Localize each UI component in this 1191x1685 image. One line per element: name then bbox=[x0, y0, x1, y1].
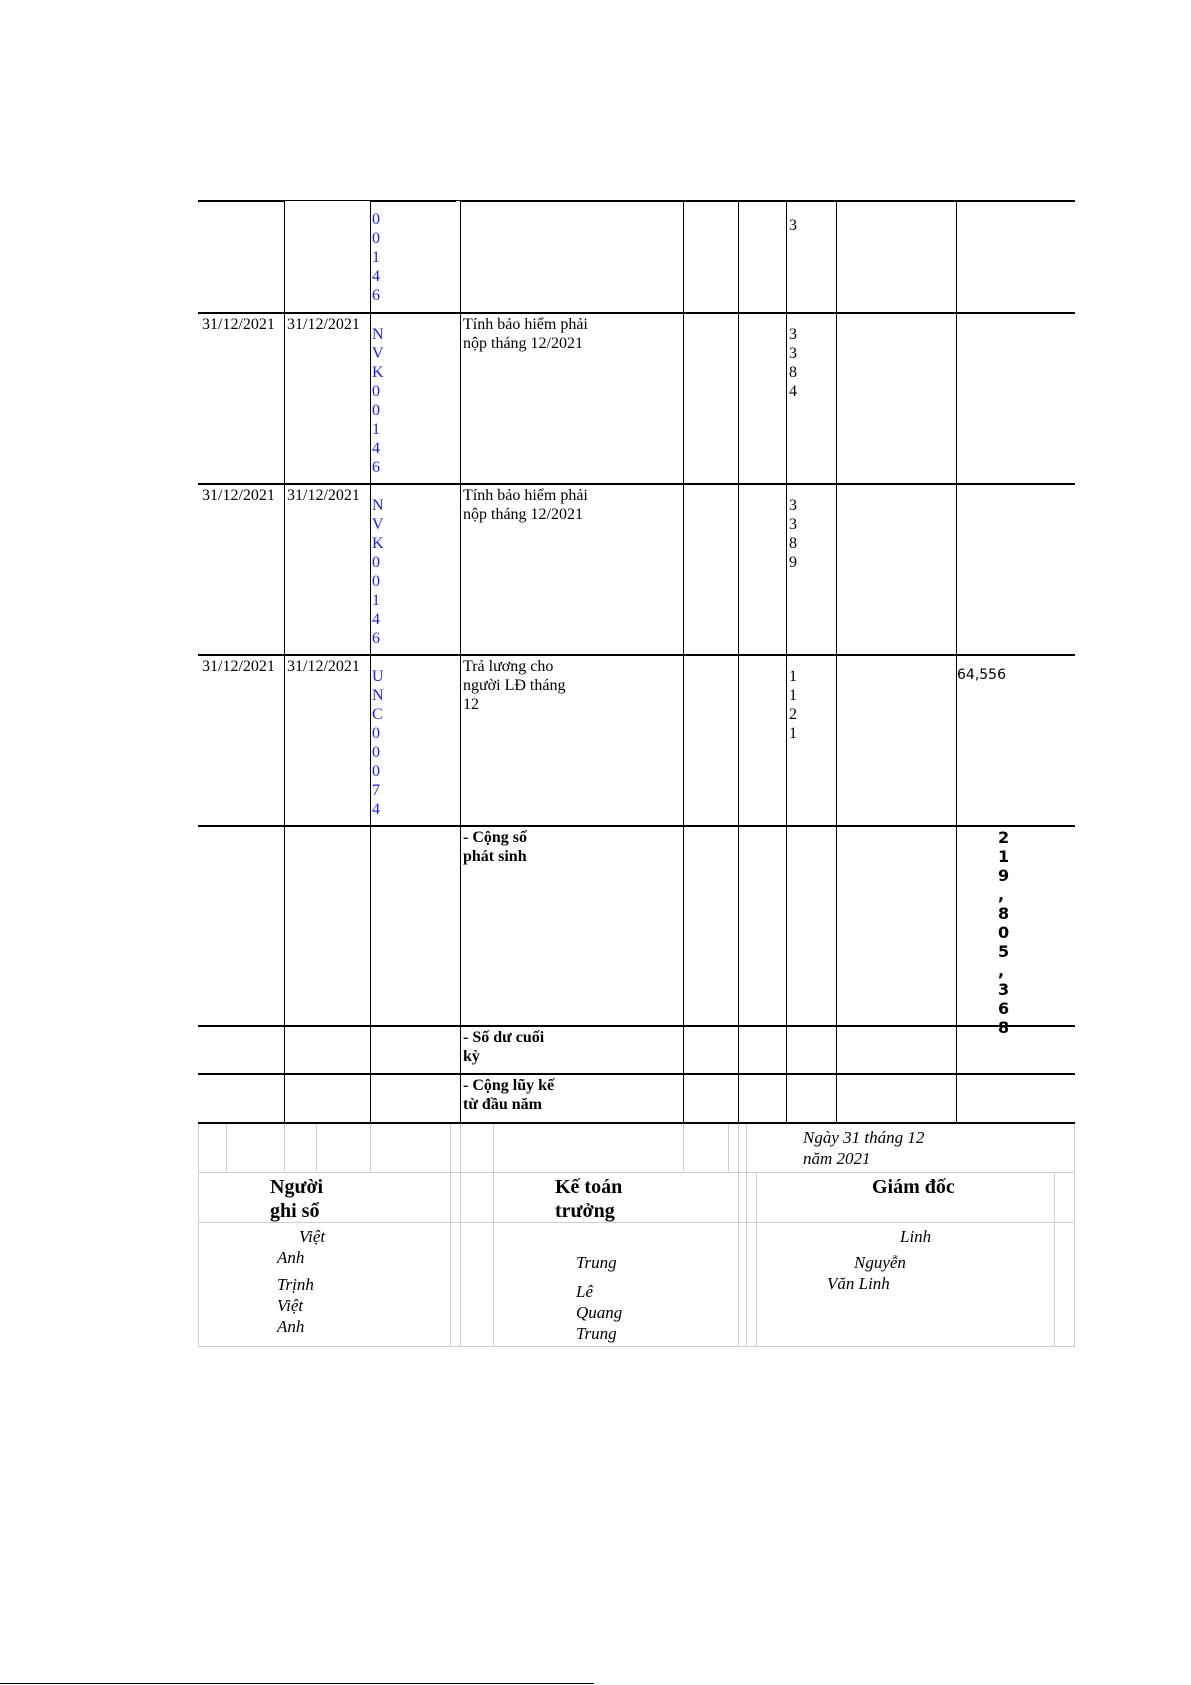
ending-balance-label: - Số dư cuối kỳ bbox=[463, 1029, 545, 1065]
director-name: Nguyễn bbox=[854, 1253, 906, 1272]
footer-rule bbox=[0, 1683, 594, 1684]
total-arising-label: - Cộng số phát sinh bbox=[463, 829, 528, 865]
recorder-signature: Việt bbox=[299, 1227, 326, 1246]
ledger-table bbox=[198, 200, 1075, 1347]
account-code-row-1: 3 3 8 4 bbox=[789, 326, 797, 400]
director-title: Giám đốc bbox=[872, 1176, 955, 1198]
credit-amount-row-3: 64,556 bbox=[957, 667, 1006, 683]
account-code-row-0: 3 bbox=[789, 217, 797, 234]
description-row-1: Tính bảo hiểm phải nộp tháng 12/2021 bbox=[463, 316, 588, 352]
director-name-2: Văn Linh bbox=[827, 1274, 890, 1293]
total-arising-credit: 2 1 9 , 8 0 5 , 3 6 8 bbox=[998, 828, 1010, 1037]
cumulative-label: - Cộng lũy kế từ đầu năm bbox=[463, 1077, 555, 1113]
recorder-title: Người ghi sổ bbox=[270, 1176, 324, 1222]
doc-number-row-1[interactable]: N V K 0 0 1 4 6 bbox=[372, 326, 384, 476]
chief-accountant-title: Kế toán trưởng bbox=[555, 1176, 623, 1222]
posting-date-row-1: 31/12/2021 bbox=[202, 316, 275, 333]
recorder-name: Trịnh Việt Anh bbox=[277, 1275, 314, 1336]
chief-accountant-name: Lê Quang Trung bbox=[576, 1282, 623, 1343]
director-signature: Linh bbox=[900, 1227, 932, 1246]
recorder-signature-2: Anh bbox=[277, 1248, 305, 1267]
doc-date-row-1: 31/12/2021 bbox=[287, 316, 360, 333]
doc-date-row-3: 31/12/2021 bbox=[287, 658, 360, 675]
account-code-row-2: 3 3 8 9 bbox=[789, 497, 797, 571]
description-row-3: Trả lương cho người LĐ tháng 12 bbox=[463, 658, 566, 713]
chief-accountant-signature: Trung bbox=[576, 1253, 617, 1272]
account-code-row-3: 1 1 2 1 bbox=[789, 668, 797, 742]
doc-number-row-0[interactable]: 0 0 1 4 6 bbox=[372, 211, 380, 304]
signing-date: Ngày 31 tháng 12 năm 2021 bbox=[803, 1128, 925, 1168]
posting-date-row-3: 31/12/2021 bbox=[202, 658, 275, 675]
posting-date-row-2: 31/12/2021 bbox=[202, 487, 275, 504]
doc-date-row-2: 31/12/2021 bbox=[287, 487, 360, 504]
description-row-2: Tính bảo hiểm phải nộp tháng 12/2021 bbox=[463, 487, 588, 523]
doc-number-row-2[interactable]: N V K 0 0 1 4 6 bbox=[372, 497, 384, 647]
doc-number-row-3[interactable]: U N C 0 0 0 7 4 bbox=[372, 668, 384, 818]
